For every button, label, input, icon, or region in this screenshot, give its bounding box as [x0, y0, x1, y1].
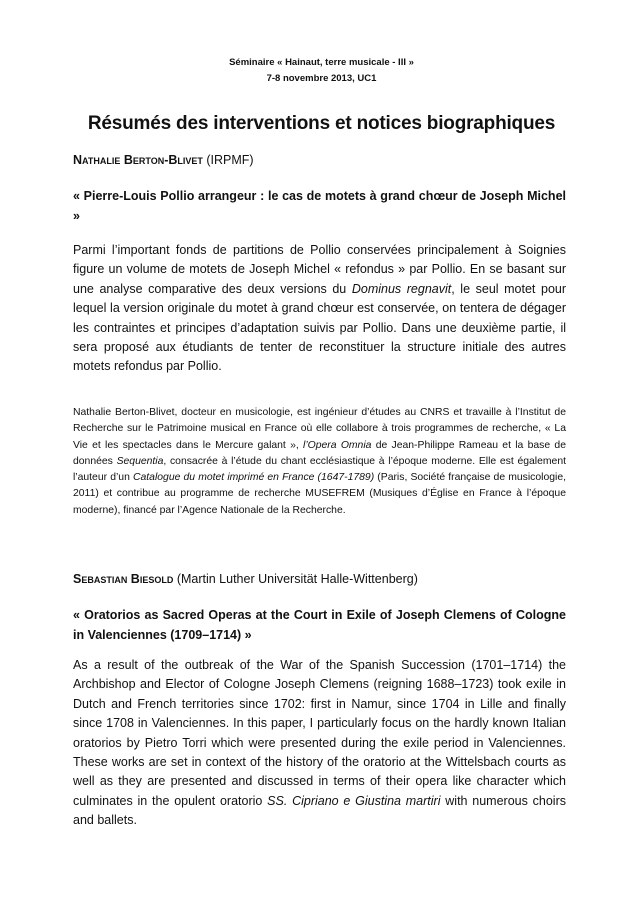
- bio-italic-text: Catalogue du motet imprimé en France (1647-1789): [133, 472, 375, 484]
- abstract-text: As a result of the outbreak of the War of the Spanish Succession (1701–1714) the Archbishop and Elector of Cologne Joseph Clemens (reigning 1688–1723) took exile in Dutch and French territories since 1702: first in Namur, since 1704 in Lille and finally since 1708 in Valenciennes. In this paper, I particularly focus on the hardly known Italian oratorios by Pietro Torri which were presented during the exile period in Valenciennes. These works are set in context of the history of the oratorio at the Wittelsbach courts as well as they are presented and discussed in terms of their opera like character which culminates in the opulent oratorio: [73, 658, 566, 808]
- bio-text: (Paris, Société française de musicologie, 2011) et contribue au programme de recherche MUSEFREM (Musiques d’Église en France à l’époque moderne), financé par l’Agence Nationale de la Recherche.: [73, 472, 566, 516]
- biography-paragraph: [73, 405, 566, 519]
- page-title: Résumés des interventions et notices biographiques: [87, 113, 556, 134]
- author-name: Sebastian Biesold: [73, 572, 174, 586]
- seminar-header-line1: Séminaire « Hainaut, terre musicale - III »: [229, 57, 414, 68]
- abstract-text: , le seul motet pour lequel la version originale du motet à grand chœur est conservée, on tentera de dégager les contraintes et principes d’adaptation suivis par Pollio. Dans une deuxième partie, il sera proposé aux étudiants de tenter de reconstituer la structure initiale des autres motets refondus par Pollio.: [73, 281, 567, 374]
- author-affiliation: (IRPMF): [202, 153, 254, 167]
- bio-text: Nathalie Berton-Blivet, docteur en musicologie, est ingénieur d’études au CNRS et travaille à l’Institut de Recherche sur le Patrimoine musical en France où elle collabore à trois programmes de recherche, « La Vie et les spectacles dans le Mercure galant »,: [73, 407, 566, 451]
- talk-title: « Oratorios as Sacred Operas at the Court in Exile of Joseph Clemens of Cologne in Valenciennes (1709–1714) »: [73, 608, 566, 642]
- abstract-text: Parmi l’important fonds de partitions de Pollio conservées principalement à Soignies figure un volume de motets de Joseph Michel « refondus » par Pollio. En se basant sur une analyse comparative des deux versions du: [73, 243, 566, 296]
- bio-italic-text: l’Opera Omnia: [303, 439, 372, 451]
- bio-text: , consacrée à l’étude du chant ecclésiastique à l’époque moderne. Elle est également l’auteur d’un: [73, 455, 566, 484]
- abstract-paragraph: [73, 241, 566, 377]
- author-line: [73, 572, 566, 586]
- author-line: [73, 153, 566, 167]
- abstract-text: with numerous choirs and ballets.: [73, 793, 566, 828]
- abstract-italic-text: SS. Cipriano e Giustina martiri: [267, 793, 441, 808]
- author-affiliation: (Martin Luther Universität Halle-Wittenberg): [173, 572, 418, 586]
- talk-title: « Pierre-Louis Pollio arrangeur : le cas de motets à grand chœur de Joseph Michel »: [73, 189, 566, 223]
- bio-italic-text: Sequentia: [116, 455, 164, 467]
- author-name: Nathalie Berton-Blivet: [73, 153, 203, 167]
- abstract-paragraph: [73, 656, 566, 831]
- bio-text: de Jean-Philippe Rameau et la base de données: [73, 439, 566, 467]
- seminar-header-line2: 7-8 novembre 2013, UC1: [266, 73, 377, 84]
- abstract-italic-text: Dominus regnavit: [351, 281, 452, 296]
